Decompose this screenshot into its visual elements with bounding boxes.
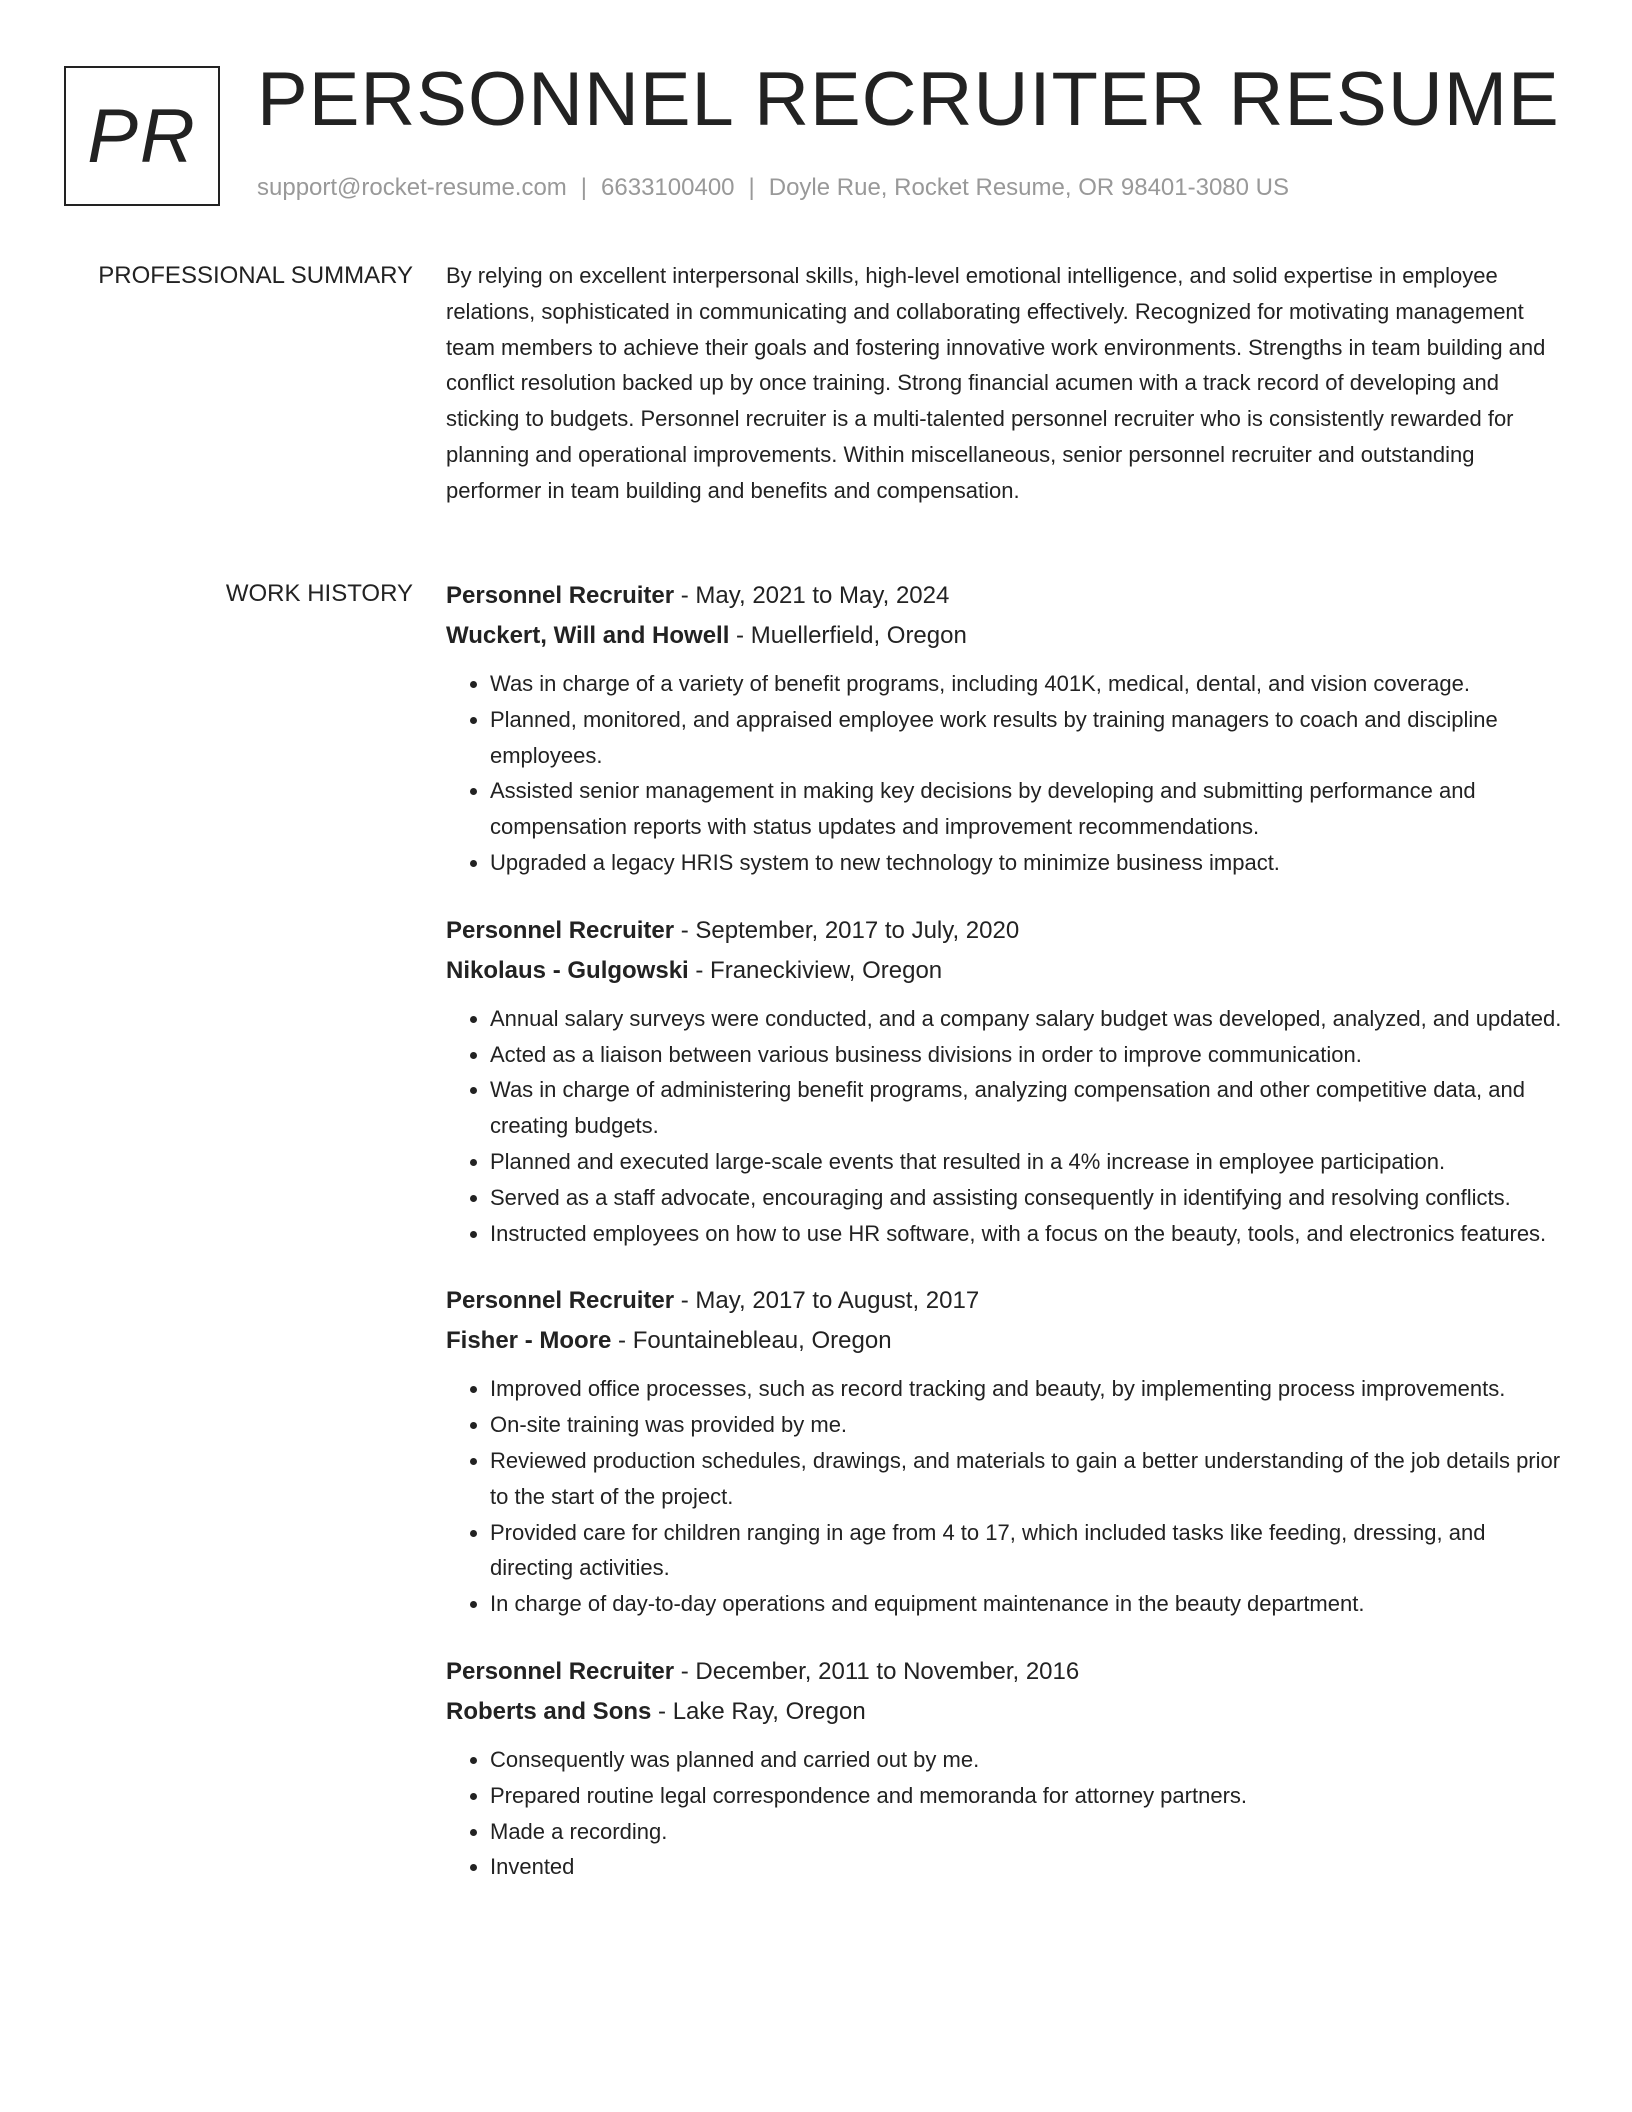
- job-title: Personnel Recruiter: [446, 1657, 675, 1685]
- job-entry: [446, 1281, 1566, 1622]
- job-dates: - December, 2011 to November, 2016: [674, 1657, 1080, 1685]
- job-bullet: • Annual salary surveys were conducted, and a company salary budget was developed, analyzed, and updated.: [490, 1001, 1566, 1037]
- job-bullet: • Served as a staff advocate, encouraging and assisting consequently in identifying and resolving conflicts.: [490, 1180, 1566, 1216]
- job-company-line: [446, 1321, 1566, 1361]
- job-entry: [446, 576, 1566, 881]
- job-title: Personnel Recruiter: [446, 582, 675, 609]
- job-bullet: • Was in charge of administering benefit programs, analyzing compensation and other competitive data, and creating budgets.: [490, 1072, 1566, 1144]
- job-title-line: [446, 1281, 1566, 1321]
- job-entry: [446, 911, 1566, 1252]
- job-bullet: • Invented: [490, 1849, 1566, 1885]
- job-bullet: • Acted as a liaison between various business divisions in order to improve communication.: [490, 1037, 1566, 1073]
- contact-address: Doyle Rue, Rocket Resume, OR 98401-3080 US: [768, 174, 1290, 201]
- job-bullet: • Was in charge of a variety of benefit programs, including 401K, medical, dental, and vision coverage.: [490, 666, 1566, 702]
- job-bullet: • Improved office processes, such as record tracking and beauty, by implementing process improvements.: [490, 1371, 1566, 1407]
- job-title: Personnel Recruiter: [446, 1287, 675, 1315]
- job-title-line: [446, 1652, 1566, 1692]
- job-bullet: • In charge of day-to-day operations and equipment maintenance in the beauty department.: [490, 1586, 1566, 1622]
- job-company: Nikolaus - Gulgowski: [446, 956, 689, 984]
- work-history-label: WORK HISTORY: [225, 580, 413, 607]
- job-dates: - September, 2017 to July, 2020: [674, 916, 1020, 944]
- job-bullet: • On-site training was provided by me.: [490, 1407, 1566, 1443]
- job-bullet: • Consequently was planned and carried out by me.: [490, 1742, 1566, 1778]
- job-company-line: [446, 951, 1566, 991]
- job-company-line: [446, 616, 1566, 656]
- job-entry: [446, 1652, 1566, 1885]
- job-location: - Lake Ray, Oregon: [651, 1697, 866, 1725]
- job-dates: - May, 2017 to August, 2017: [674, 1287, 980, 1315]
- job-bullet: • Planned and executed large-scale events that resulted in a 4% increase in employee participation.: [490, 1144, 1566, 1180]
- contact-phone: 6633100400: [601, 174, 735, 201]
- job-company-line: [446, 1692, 1566, 1732]
- contact-separator: |: [580, 174, 588, 201]
- job-title-line: [446, 576, 1566, 616]
- job-bullets: [446, 666, 1566, 881]
- job-bullet: • Upgraded a legacy HRIS system to new technology to minimize business impact.: [490, 845, 1566, 881]
- job-list: [446, 576, 1566, 1915]
- contact-line: [257, 174, 1289, 202]
- job-location: - Fountainebleau, Oregon: [611, 1327, 892, 1355]
- job-company: Fisher - Moore: [446, 1327, 612, 1355]
- monogram-badge: [64, 66, 220, 206]
- job-location: - Franeckiview, Oregon: [688, 956, 943, 984]
- job-bullet: • Instructed employees on how to use HR software, with a focus on the beauty, tools, and electronics features.: [490, 1216, 1566, 1252]
- job-bullets: [446, 1742, 1566, 1885]
- summary-label: PROFESSIONAL SUMMARY: [98, 262, 413, 289]
- job-bullet: • Prepared routine legal correspondence and memoranda for attorney partners.: [490, 1778, 1566, 1814]
- resume-title: PERSONNEL RECRUITER RESUME: [257, 57, 1560, 142]
- job-bullet: • Reviewed production schedules, drawings, and materials to gain a better understanding of the job details prior to the start of the project.: [490, 1443, 1566, 1515]
- job-company: Wuckert, Will and Howell: [446, 622, 730, 649]
- job-location: - Muellerfield, Oregon: [729, 622, 967, 649]
- job-company: Roberts and Sons: [446, 1697, 652, 1725]
- monogram-initials: PR: [87, 93, 197, 179]
- job-bullets: [446, 1371, 1566, 1622]
- job-bullet: • Made a recording.: [490, 1814, 1566, 1850]
- contact-separator: |: [748, 174, 755, 201]
- job-title: Personnel Recruiter: [446, 916, 675, 944]
- job-bullets: [446, 1001, 1566, 1252]
- job-title-line: [446, 911, 1566, 951]
- summary-text: By relying on excellent interpersonal skills, high-level emotional intelligence, and solid expertise in employee relations, sophisticated in communicating and collaborating effectively. Recognized for motivating management team members to achieve their goals and fostering innovative work environments. Strengths in team building and conflict resolution backed up by once training. Strong financial acumen with a track record of developing and sticking to budgets. Personnel recruiter is a multi-talented personnel recruiter who is consistently rewarded for planning and operational improvements. Within miscellaneous, senior personnel recruiter and outstanding performer in team building and benefits and compensation.: [446, 263, 1546, 503]
- contact-email: support@rocket-resume.com: [257, 174, 567, 201]
- job-bullet: • Provided care for children ranging in age from 4 to 17, which included tasks like feeding, dressing, and directing activities.: [490, 1515, 1566, 1587]
- job-bullet: • Assisted senior management in making key decisions by developing and submitting performance and compensation reports with status updates and improvement recommendations.: [490, 773, 1566, 845]
- job-bullet: • Planned, monitored, and appraised employee work results by training managers to coach and discipline employees.: [490, 702, 1566, 774]
- job-dates: - May, 2021 to May, 2024: [674, 582, 950, 609]
